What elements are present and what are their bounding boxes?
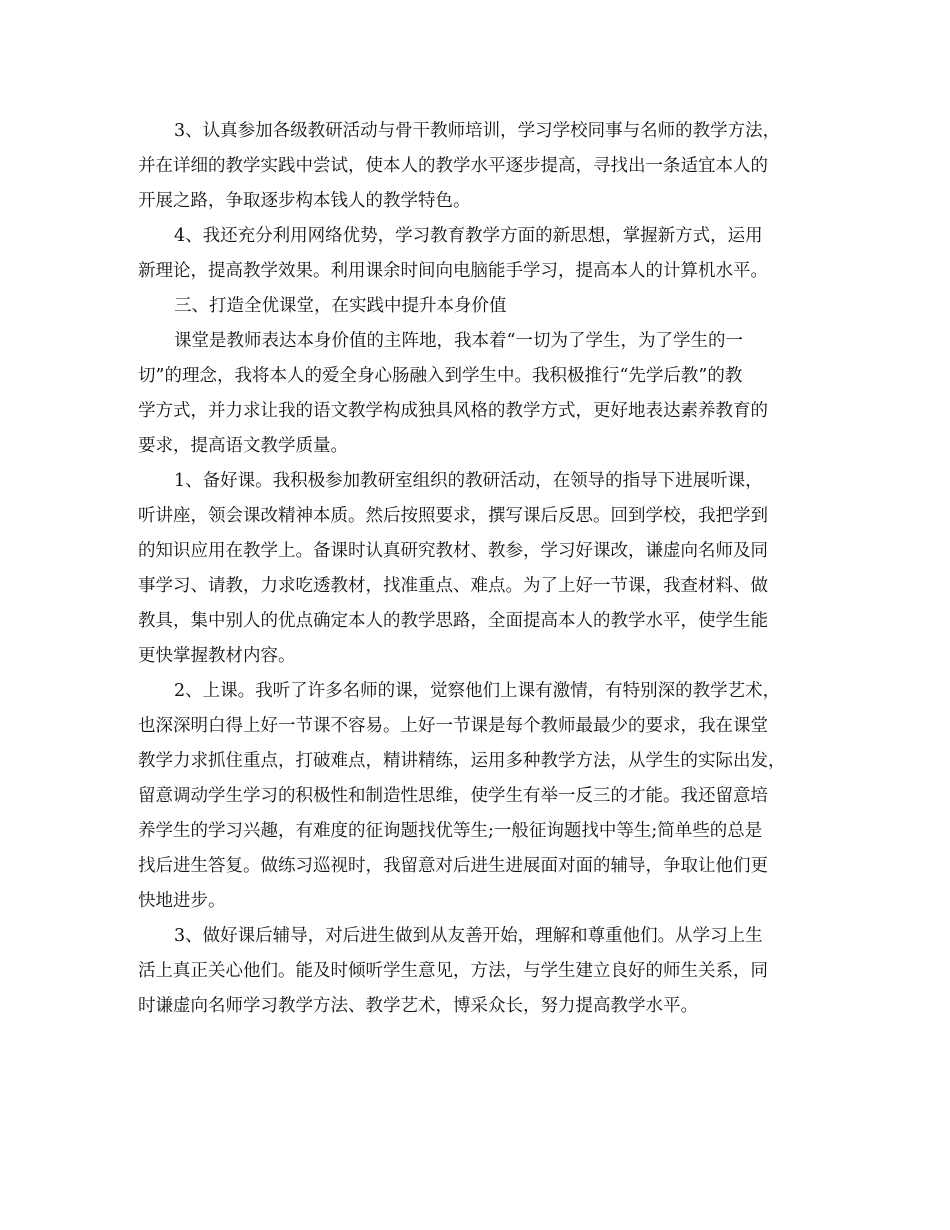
text-line: 3、认真参加各级教研活动与骨干教师培训，学习学校同事与名师的教学方法， [174,121,781,141]
text-line: 活上真正关心他们。能及时倾听学生意见，方法，与学生建立良好的师生关系，同 [138,961,768,981]
text-line: 学方式，并力求让我的语文教学构成独具风格的教学方式，更好地表达素养教育的 [138,401,768,421]
text-line: 快地进步。 [138,891,226,911]
text-line: 要求，提高语文教学质量。 [138,436,348,456]
text-line: 新理论，提高教学效果。利用课余时间向电脑能手学习，提高本人的计算机水平。 [138,261,768,281]
document-body [138,114,818,1024]
text-line: 养学生的学习兴趣，有难度的征询题找优等生;一般征询题找中等生;简单些的总是 [138,821,763,841]
text-line: 课堂是教师表达本身价值的主阵地，我本着“一切为了学生，为了学生的一 [174,331,743,351]
text-line: 1、备好课。我积极参加教研室组织的教研活动，在领导的指导下进展听课， [174,471,763,491]
text-line: 教学力求抓住重点，打破难点，精讲精练，运用多种教学方法，从学生的实际出发， [138,751,786,771]
text-line: 也深深明白得上好一节课不容易。上好一节课是每个教师最最少的要求，我在课堂 [138,716,768,736]
text-line: 2、上课。我听了许多名师的课，觉察他们上课有激情，有特别深的教学艺术， [174,681,781,701]
text-line: 切”的理念，我将本人的爱全身心肠融入到学生中。我积极推行“先学后教”的教 [138,366,743,386]
text-line: 三、打造全优课堂，在实践中提升本身价值 [174,296,507,316]
text-line: 3、做好课后辅导，对后进生做到从友善开始，理解和尊重他们。从学习上生 [174,926,763,946]
text-line: 教具，集中别人的优点确定本人的教学思路，全面提高本人的教学水平，使学生能 [138,611,768,631]
text-line: 开展之路，争取逐步构本钱人的教学特色。 [138,191,471,211]
text-line: 事学习、请教，力求吃透教材，找准重点、难点。为了上好一节课，我查材料、做 [138,576,768,596]
text-line: 的知识应用在教学上。备课时认真研究教材、教参，学习好课改，谦虚向名师及同 [138,541,768,561]
text-line: 更快掌握教材内容。 [138,646,296,666]
text-line: 找后进生答复。做练习巡视时，我留意对后进生进展面对面的辅导，争取让他们更 [138,856,768,876]
text-line: 听讲座，领会课改精神本质。然后按照要求，撰写课后反思。回到学校，我把学到 [138,506,768,526]
text-line: 4、我还充分利用网络优势，学习教育教学方面的新思想，掌握新方式，运用 [174,226,763,246]
text-line: 留意调动学生学习的积极性和制造性思维，使学生有举一反三的才能。我还留意培 [138,786,768,806]
text-line: 并在详细的教学实践中尝试，使本人的教学水平逐步提高，寻找出一条适宜本人的 [138,156,768,176]
text-line: 时谦虚向名师学习教学方法、教学艺术，博采众长，努力提高教学水平。 [138,996,698,1016]
